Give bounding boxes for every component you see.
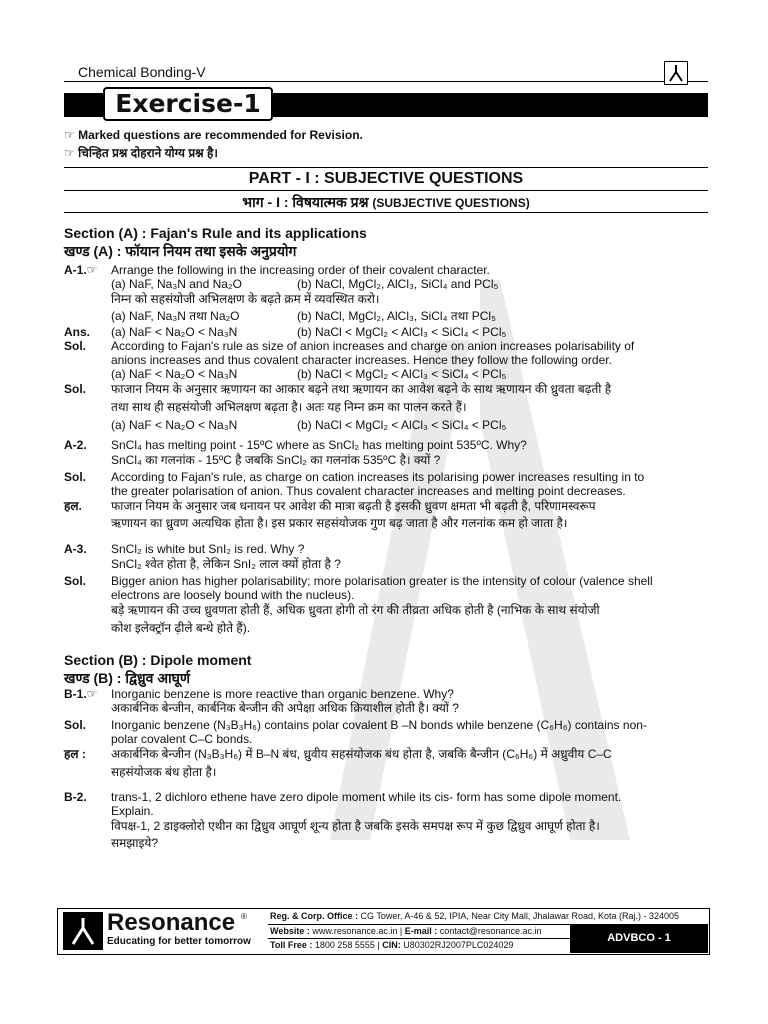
website-link[interactable]: www.resonance.ac.in: [312, 926, 398, 936]
line-label: Sol.: [64, 574, 87, 588]
line-label: B-1.☞: [64, 687, 98, 701]
line-text: बड़े ऋणायन की उच्च ध्रुवणता होती हैं, अधिक ध्रुवता होगी तो रंग की तीव्रता अधिक होती है (नाभिक के साथ संयोजी: [111, 603, 600, 617]
line-label: हल :: [64, 747, 86, 761]
part-subtitle-hi: भाग - I : विषयात्मक प्रश्न: [242, 194, 369, 210]
line-label: Sol.: [64, 470, 87, 484]
line-text: According to Fajan's rule as size of anion increases and charge on anion increases polarisability of: [111, 339, 635, 353]
email-label: E-mail :: [404, 926, 438, 936]
section-b-title: Section (B) : Dipole moment: [64, 652, 252, 668]
revision-note-hindi: [64, 144, 218, 161]
line-text-b: (b) NaCl < MgCl₂ < AlCl₃ < SiCl₄ < PCl₅: [297, 367, 507, 381]
office-label: Reg. & Corp. Office :: [270, 911, 359, 921]
line-label: Sol.: [64, 382, 87, 396]
line-label: A-1.☞: [64, 263, 98, 277]
line-text: (a) NaF < Na₂O < Na₃N: [111, 325, 238, 339]
email-link[interactable]: contact@resonance.ac.in: [439, 926, 542, 936]
line-label: हल.: [64, 499, 82, 513]
website-email: Website : www.resonance.ac.in | E-mail : contact@resonance.ac.in: [270, 926, 542, 936]
part-rule-top: [64, 167, 708, 168]
part-subtitle: [64, 193, 708, 212]
line-text: अकार्बनिक बेन्जीन (N₃B₃H₆) में B–N बंध, ध्रुवीय सहसंयोजक बंध होता है, जबकि बैन्जीन (C₆H₆) में अध्रुवीय C–C: [111, 747, 612, 761]
page-code: ADVBCO - 1: [570, 924, 708, 953]
line-label: B-2.: [64, 790, 87, 804]
resonance-logo: [59, 910, 263, 951]
line-text: सहसंयोजक बंध होता है।: [111, 765, 217, 779]
line-text: SnCl₄ का गलनांक - 15ºC है जबकि SnCl₂ का गलनांक 535ºC है। क्यों ?: [111, 453, 441, 467]
line-text: फाजान नियम के अनुसार जब धनायन पर आवेश की मात्रा बढ़ती है इसकी ध्रुवण क्षमता भी बढ़ती है, परिणामस्वरूप: [111, 499, 596, 513]
line-text-b: (b) NaCl, MgCl₂, AlCl₃, SiCl₄ and PCl₅: [297, 277, 499, 291]
hand-pointer-icon: ☞: [86, 263, 98, 277]
line-label: Ans.: [64, 325, 91, 339]
line-text: ऋणायन का ध्रुवण अत्यधिक होता है। इस प्रकार सहसंयोजक गुण बढ़ जाता है और गलनांक कम हो जाता है।: [111, 516, 568, 530]
chapter-title: Chemical Bonding-V: [78, 64, 206, 80]
line-text: तथा साथ ही सहसंयोजी अभिलक्षण बढ़ता है। अतः यह निम्न क्रम का पालन करते हैं।: [111, 400, 467, 414]
line-text: निम्न को सहसंयोजी अभिलक्षण के बढ़ते क्रम में व्यवस्थित करो।: [111, 292, 380, 306]
line-text: SnCl₂ श्वेत होता है, लेकिन SnI₂ लाल क्यों होता है ?: [111, 557, 341, 571]
office-address: [270, 911, 679, 922]
section-a-title: Section (A) : Fajan's Rule and its applications: [64, 225, 367, 241]
cin-value: U80302RJ2007PLC024029: [403, 940, 514, 950]
website-label: Website :: [270, 926, 310, 936]
revision-note-en: Marked questions are recommended for Revision.: [78, 128, 363, 142]
brand-name: Resonance: [107, 909, 236, 936]
part-subtitle-en: (SUBJECTIVE QUESTIONS): [372, 196, 530, 210]
header-rule: [64, 81, 708, 82]
line-text: Arrange the following in the increasing order of their covalent character.: [111, 263, 490, 277]
cin-label: CIN:: [382, 940, 401, 950]
tollfree-cin: Toll Free : 1800 258 5555 | CIN: U80302RJ2007PLC024029: [270, 940, 514, 950]
line-text: Inorganic benzene (N₃B₃H₆) contains polar covalent B –N bonds while benzene (C₆H₆) contains non-: [111, 718, 647, 732]
brand-tagline: Educating for better tomorrow: [107, 936, 251, 947]
line-text: समझाइये?: [111, 836, 158, 850]
line-text-b: (b) NaCl, MgCl₂, AlCl₃, SiCl₄ तथा PCl₅: [297, 309, 496, 323]
line-text: अकार्बनिक बेन्जीन, कार्बनिक बेन्जीन की अपेक्षा अधिक क्रियाशील होती है। क्यों ?: [111, 701, 459, 715]
line-text: the greater polarisation of anion. Thus covalent character increases and melting point decreases.: [111, 484, 626, 498]
line-label: A-3.: [64, 542, 87, 556]
line-text: electrons are loosely bound with the nucleus).: [111, 588, 355, 602]
line-text: Bigger anion has higher polarisability; more polarisation greater is the intensity of colour (valence shell: [111, 574, 653, 588]
office-value: CG Tower, A-46 & 52, IPIA, Near City Mall, Jhalawar Road, Kota (Raj.) - 324005: [360, 911, 680, 921]
exercise-tab: [103, 87, 273, 121]
tollfree-label: Toll Free :: [270, 940, 313, 950]
hand-pointer-icon: ☞: [86, 687, 98, 701]
part-rule-mid: [64, 190, 708, 191]
line-text: (a) NaF < Na₂O < Na₃N: [111, 367, 238, 381]
line-text: According to Fajan's rule, as charge on cation increases its polarising power increases resulting in to: [111, 470, 645, 484]
line-text: trans-1, 2 dichloro ethene have zero dipole moment while its cis- form has some dipole moment.: [111, 790, 622, 804]
footer-rule-2: [268, 938, 570, 939]
line-text: anions increases and thus covalent character increases. Hence they follow the following order.: [111, 353, 612, 367]
line-text: SnCl₂ is white but SnI₂ is red. Why ?: [111, 542, 305, 556]
registered-mark: ®: [241, 912, 247, 921]
line-text: SnCl₄ has melting point - 15ºC where as SnCl₂ has melting point 535ºC. Why?: [111, 438, 527, 452]
part-title: PART - I : SUBJECTIVE QUESTIONS: [248, 170, 524, 187]
resonance-mark-icon: [664, 61, 688, 85]
line-label: A-2.: [64, 438, 87, 452]
resonance-logo-icon: [63, 912, 103, 950]
line-text: Inorganic benzene is more reactive than organic benzene. Why?: [111, 687, 454, 701]
line-text: (a) NaF < Na₂O < Na₃N: [111, 418, 238, 432]
line-text: Explain.: [111, 804, 154, 818]
part-rule-bottom: [64, 212, 708, 213]
line-label: Sol.: [64, 718, 87, 732]
section-a-title-hi: खण्ड (A) : फॉयान नियम तथा इसके अनुप्रयोग: [64, 243, 297, 259]
line-text: कोश इलेक्ट्रॉन ढ़ीले बन्धे होते हैं).: [111, 621, 251, 635]
line-text: (a) NaF, Na₃N and Na₂O: [111, 277, 242, 291]
line-text: विपक्ष-1, 2 डाइक्लोरो एथीन का द्विध्रुव आघूर्ण शून्य होता है जबकि इसके समपक्ष रूप में कुछ द्विध्रुव आघूर्ण होता है।: [111, 819, 600, 833]
revision-note: [64, 128, 363, 142]
revision-note-hi: चिन्हित प्रश्न दोहराने योग्य प्रश्न है।: [78, 146, 218, 160]
section-b-title-hi: खण्ड (B) : द्विध्रुव आघूर्ण: [64, 670, 191, 686]
tollfree-value: 1800 258 5555: [314, 940, 375, 950]
line-text: फाजान नियम के अनुसार ऋणायन का आकार बढ़ने तथा ऋणायन का आवेश बढ़ने के साथ ऋणायन की ध्रुवता बढ़ती है: [111, 382, 612, 396]
line-text-b: (b) NaCl < MgCl₂ < AlCl₃ < SiCl₄ < PCl₅: [297, 418, 507, 432]
hand-pointer-icon: ☞: [64, 146, 75, 160]
hand-pointer-icon: ☞: [64, 128, 75, 142]
line-label: Sol.: [64, 339, 87, 353]
exercise-title: Exercise-1: [115, 89, 261, 118]
line-text: (a) NaF, Na₃N तथा Na₂O: [111, 309, 240, 323]
line-text-b: (b) NaCl < MgCl₂ < AlCl₃ < SiCl₄ < PCl₅: [297, 325, 507, 339]
line-text: polar covalent C–C bonds.: [111, 732, 253, 746]
